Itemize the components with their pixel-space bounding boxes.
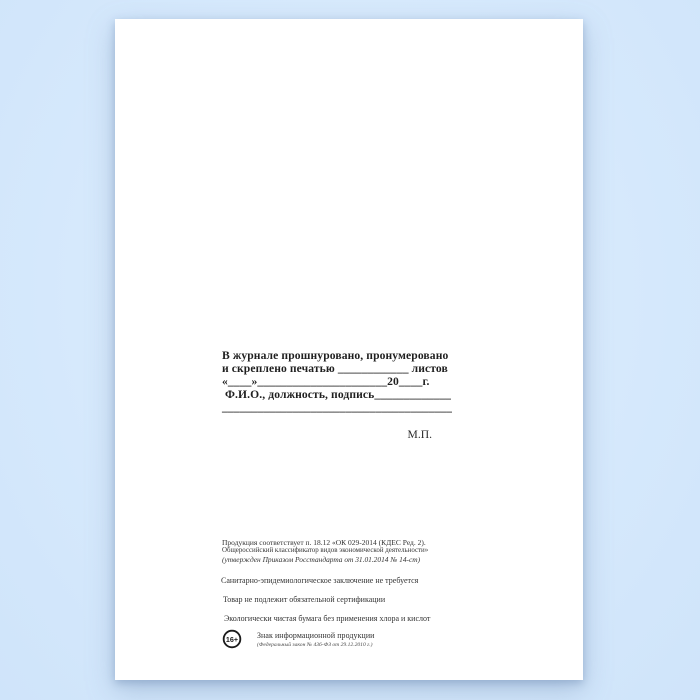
age-mark-law: (Федеральный закон № 436-ФЗ от 29.12.2010 г.) [257, 641, 373, 648]
stitch-line-5: _______________________________________ [222, 401, 452, 414]
seal-placeholder: М.П. [407, 428, 432, 441]
product-compliance-line-1: Продукция соответствует п. 18.12 «ОК 029-2014 (КДЕС Ред. 2). [222, 538, 426, 547]
compliance-block [115, 19, 583, 680]
ecology-statement: Экологически чистая бумага без применения хлора и кислот [224, 614, 431, 623]
product-compliance-line-2: Общероссийский классификатор видов экономической деятельности» [222, 547, 429, 554]
age-mark-block [222, 629, 374, 649]
stitch-line-1: В журнале прошнуровано, пронумеровано [222, 349, 449, 362]
sanitary-statement: Санитарно-эпидемиологическое заключение не требуется [221, 576, 419, 585]
age-mark-title: Знак информационной продукции [257, 631, 375, 640]
certification-statement: Товар не подлежит обязательной сертификации [223, 595, 386, 604]
journal-back-page [115, 19, 583, 680]
stitch-line-3: «____»______________________20____г. [222, 375, 430, 388]
product-compliance-line-3: (утвержден Приказом Росстандарта от 31.01.2014 № 14-ст) [222, 555, 421, 564]
age-mark-texts [257, 629, 374, 648]
stitch-line-2: и скреплено печатью ____________ листов [222, 362, 448, 375]
age-16-plus-icon [222, 629, 242, 649]
stitch-line-4: Ф.И.О., должность, подпись_____________ [222, 388, 452, 401]
svg-text:16+: 16+ [225, 635, 239, 644]
